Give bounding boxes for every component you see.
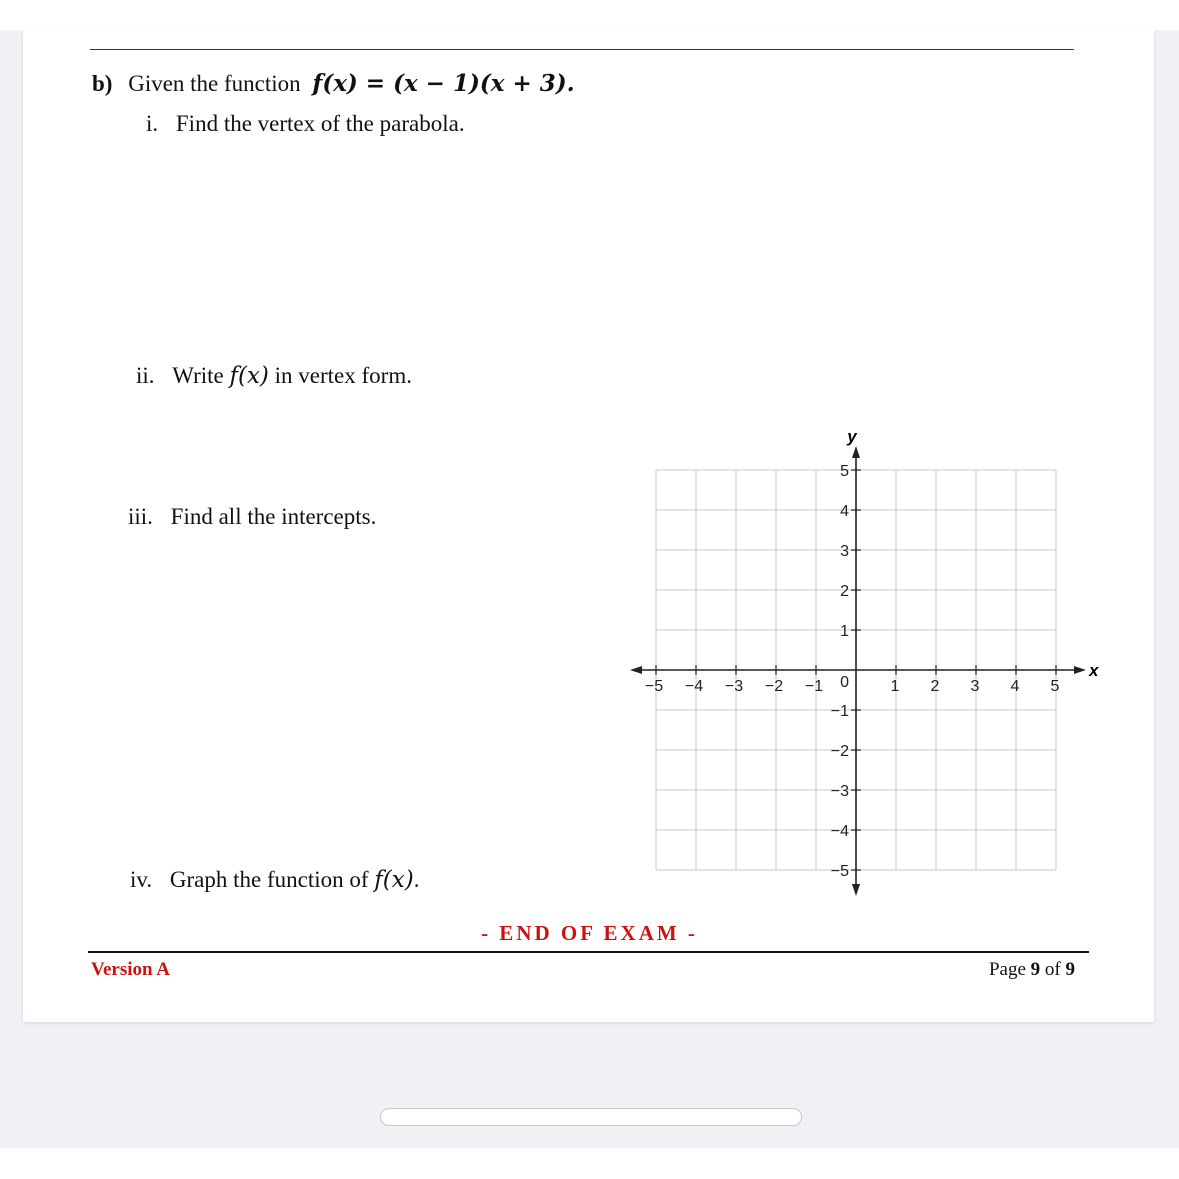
page-prefix: Page — [988, 959, 1031, 980]
x-tick-label: −4 — [684, 678, 704, 695]
question-label: b) — [92, 71, 113, 96]
y-tick-label: 5 — [840, 463, 849, 480]
part-ii — [136, 363, 412, 389]
y-tick-label: 1 — [840, 623, 849, 640]
part-number: ii. — [136, 363, 155, 388]
end-of-exam: - END OF EXAM - — [481, 921, 698, 945]
question-intro: Given the function — [128, 71, 301, 96]
x-tick-label: 4 — [1010, 678, 1020, 695]
coordinate-grid — [620, 425, 1099, 895]
y-tick-label: −3 — [830, 783, 849, 800]
x-tick-label: −1 — [804, 678, 824, 695]
version-label: Version A — [91, 959, 171, 980]
page-number — [989, 959, 1075, 981]
part-number: i. — [146, 111, 159, 136]
top-rule — [90, 49, 1074, 50]
x-axis-label: x — [1089, 661, 1099, 680]
y-tick-label: 2 — [840, 583, 849, 600]
x-tick-label: −2 — [764, 678, 784, 695]
horizontal-scrollbar[interactable] — [380, 1108, 802, 1126]
part-text-post: . — [413, 867, 420, 892]
y-tick-label: −5 — [830, 863, 849, 880]
question-header — [92, 70, 575, 97]
part-math: f(x) — [374, 867, 414, 893]
part-number: iv. — [130, 867, 153, 892]
part-iii — [128, 504, 376, 530]
part-i — [146, 111, 465, 137]
y-tick-label: 3 — [840, 543, 849, 560]
part-text: Write — [172, 363, 224, 388]
y-tick-label: −1 — [830, 703, 849, 720]
y-tick-label: −4 — [830, 823, 849, 840]
part-text-post: in vertex form. — [274, 363, 412, 388]
origin-label: 0 — [840, 674, 849, 691]
y-tick-label: −2 — [830, 743, 849, 760]
part-math: f(x) — [229, 363, 269, 389]
question-function: f(x) = (x − 1)(x + 3). — [312, 70, 575, 97]
tick-labels — [645, 463, 1060, 880]
x-tick-label: 2 — [930, 678, 940, 695]
axes — [630, 446, 1086, 896]
page-mid: of — [1040, 959, 1066, 980]
y-axis-arrow-up — [852, 446, 860, 458]
y-axis-label: y — [847, 427, 857, 446]
footer-rule — [88, 951, 1089, 953]
page-current: 9 — [1030, 959, 1041, 980]
part-text: Graph the function of — [169, 867, 369, 892]
part-number: iii. — [128, 504, 153, 529]
y-tick-label: 4 — [840, 503, 849, 520]
page-total: 9 — [1065, 959, 1075, 980]
x-tick-label: 3 — [970, 678, 980, 695]
x-axis-arrow-left — [630, 666, 642, 674]
x-tick-label: 5 — [1050, 678, 1060, 695]
y-axis-arrow-down — [852, 884, 860, 896]
part-text: Find all the intercepts. — [170, 504, 377, 529]
x-tick-label: −5 — [644, 678, 664, 695]
x-axis-arrow-right — [1074, 666, 1086, 674]
x-tick-label: 1 — [890, 678, 900, 695]
part-iv — [130, 867, 419, 893]
part-text: Find the vertex of the parabola. — [175, 111, 465, 136]
x-tick-label: −3 — [724, 678, 744, 695]
